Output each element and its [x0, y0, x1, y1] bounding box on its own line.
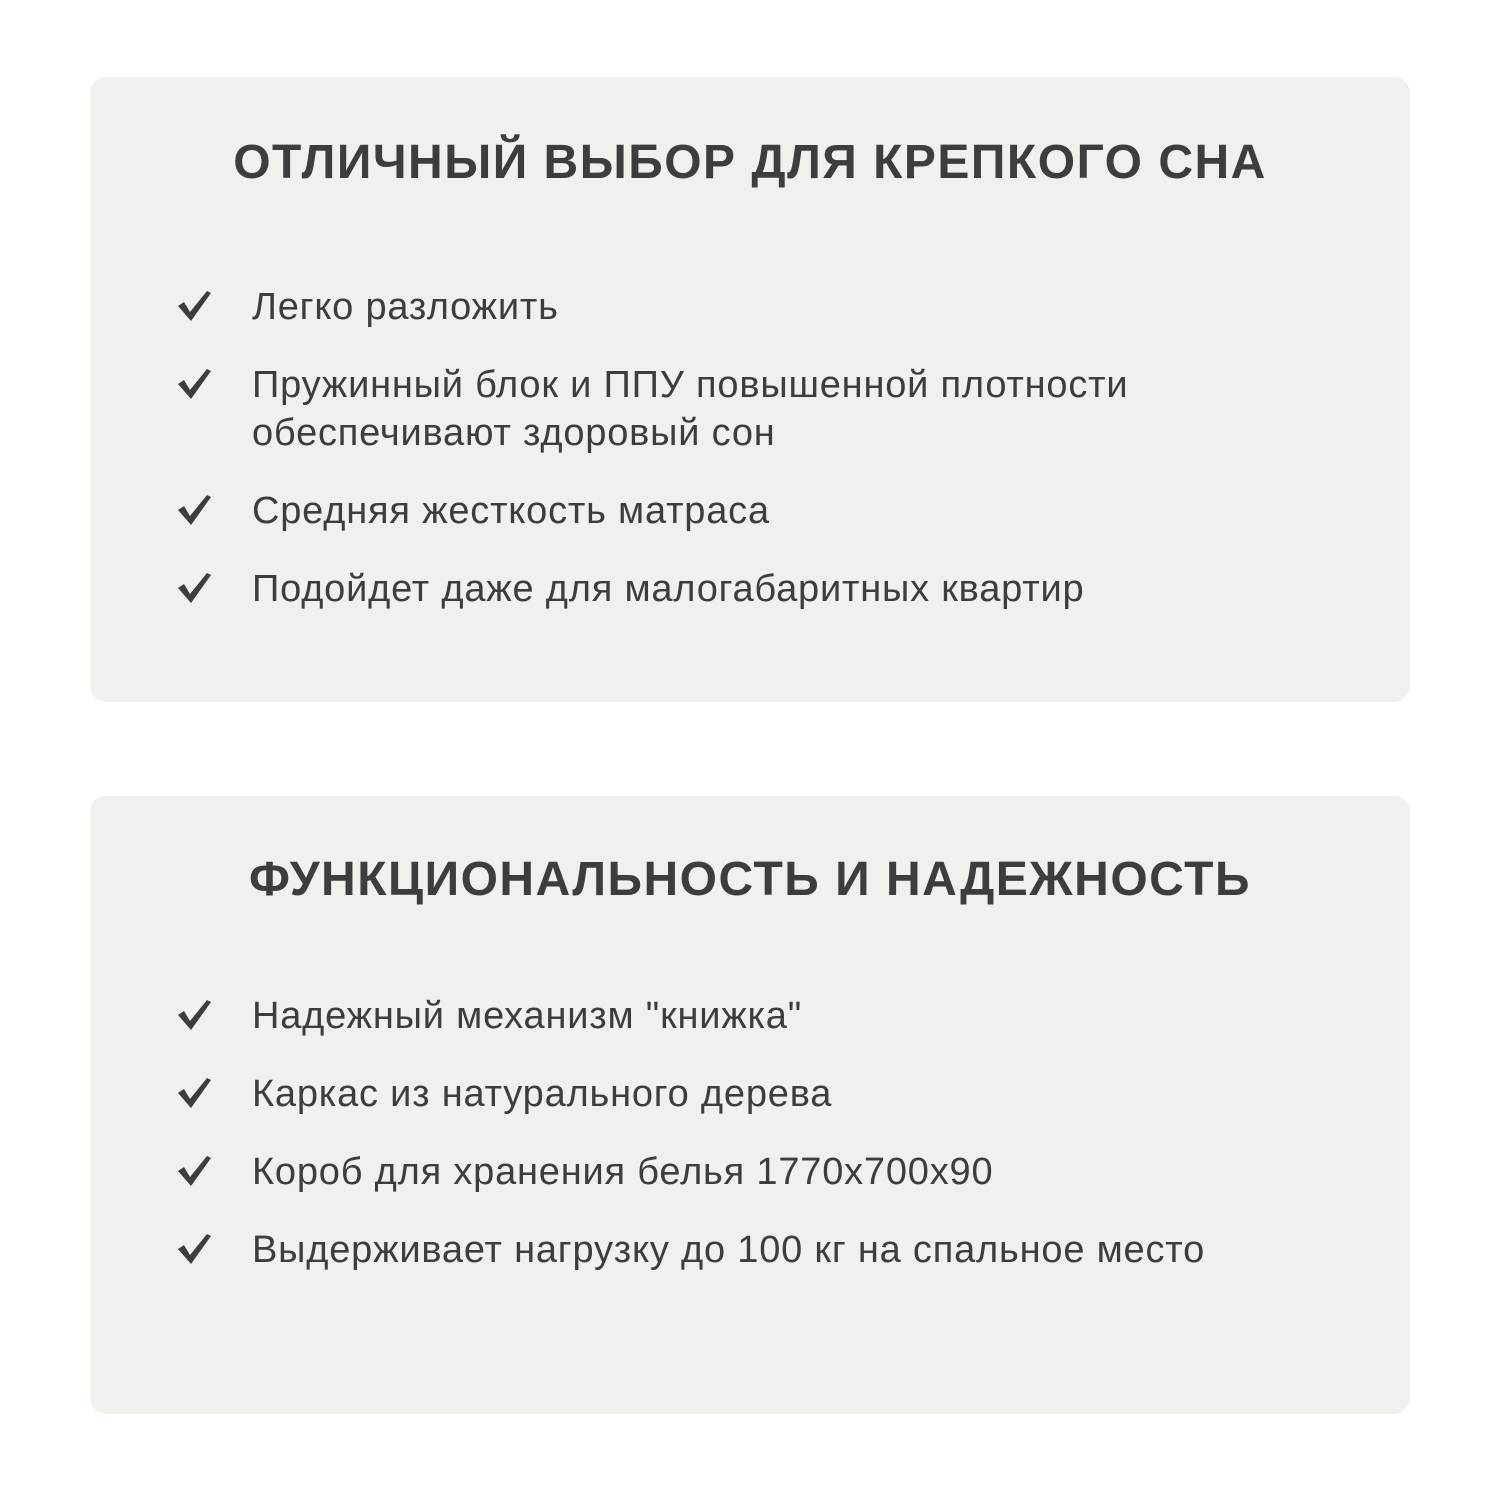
item-text: Надежный механизм "книжка" [252, 995, 803, 1037]
check-icon [176, 1152, 212, 1188]
check-icon [176, 569, 212, 605]
check-icon [176, 1074, 212, 1110]
section-title: ФУНКЦИОНАЛЬНОСТЬ И НАДЕЖНОСТЬ [249, 853, 1251, 906]
item-text: Выдерживает нагрузку до 100 кг на спальное место [252, 1229, 1205, 1271]
item-text: Каркас из натурального дерева [252, 1073, 833, 1115]
check-icon [176, 996, 212, 1032]
list-item [176, 1070, 1370, 1118]
item-text: Подойдет даже для малогабаритных квартир [252, 568, 1085, 610]
item-text: Легко разложить [252, 286, 559, 328]
check-icon [176, 365, 212, 401]
list-item [176, 1148, 1370, 1196]
list-item [176, 1226, 1370, 1274]
list-item [176, 992, 1370, 1040]
item-text: Короб для хранения белья 1770х700х90 [252, 1151, 994, 1193]
list-item [176, 361, 1370, 457]
list-item [176, 283, 1370, 331]
section-title: ОТЛИЧНЫЙ ВЫБОР ДЛЯ КРЕПКОГО СНА [233, 136, 1267, 189]
list-item [176, 487, 1370, 535]
check-icon [176, 1230, 212, 1266]
feature-card-sleep [90, 77, 1410, 702]
check-icon [176, 287, 212, 323]
item-text: Пружинный блок и ППУ повышенной плотности обеспечивают здоровый сон [252, 364, 1129, 454]
check-icon [176, 491, 212, 527]
feature-card-reliability [90, 796, 1410, 1414]
list-item [176, 565, 1370, 613]
item-text: Средняя жесткость матраса [252, 490, 770, 532]
